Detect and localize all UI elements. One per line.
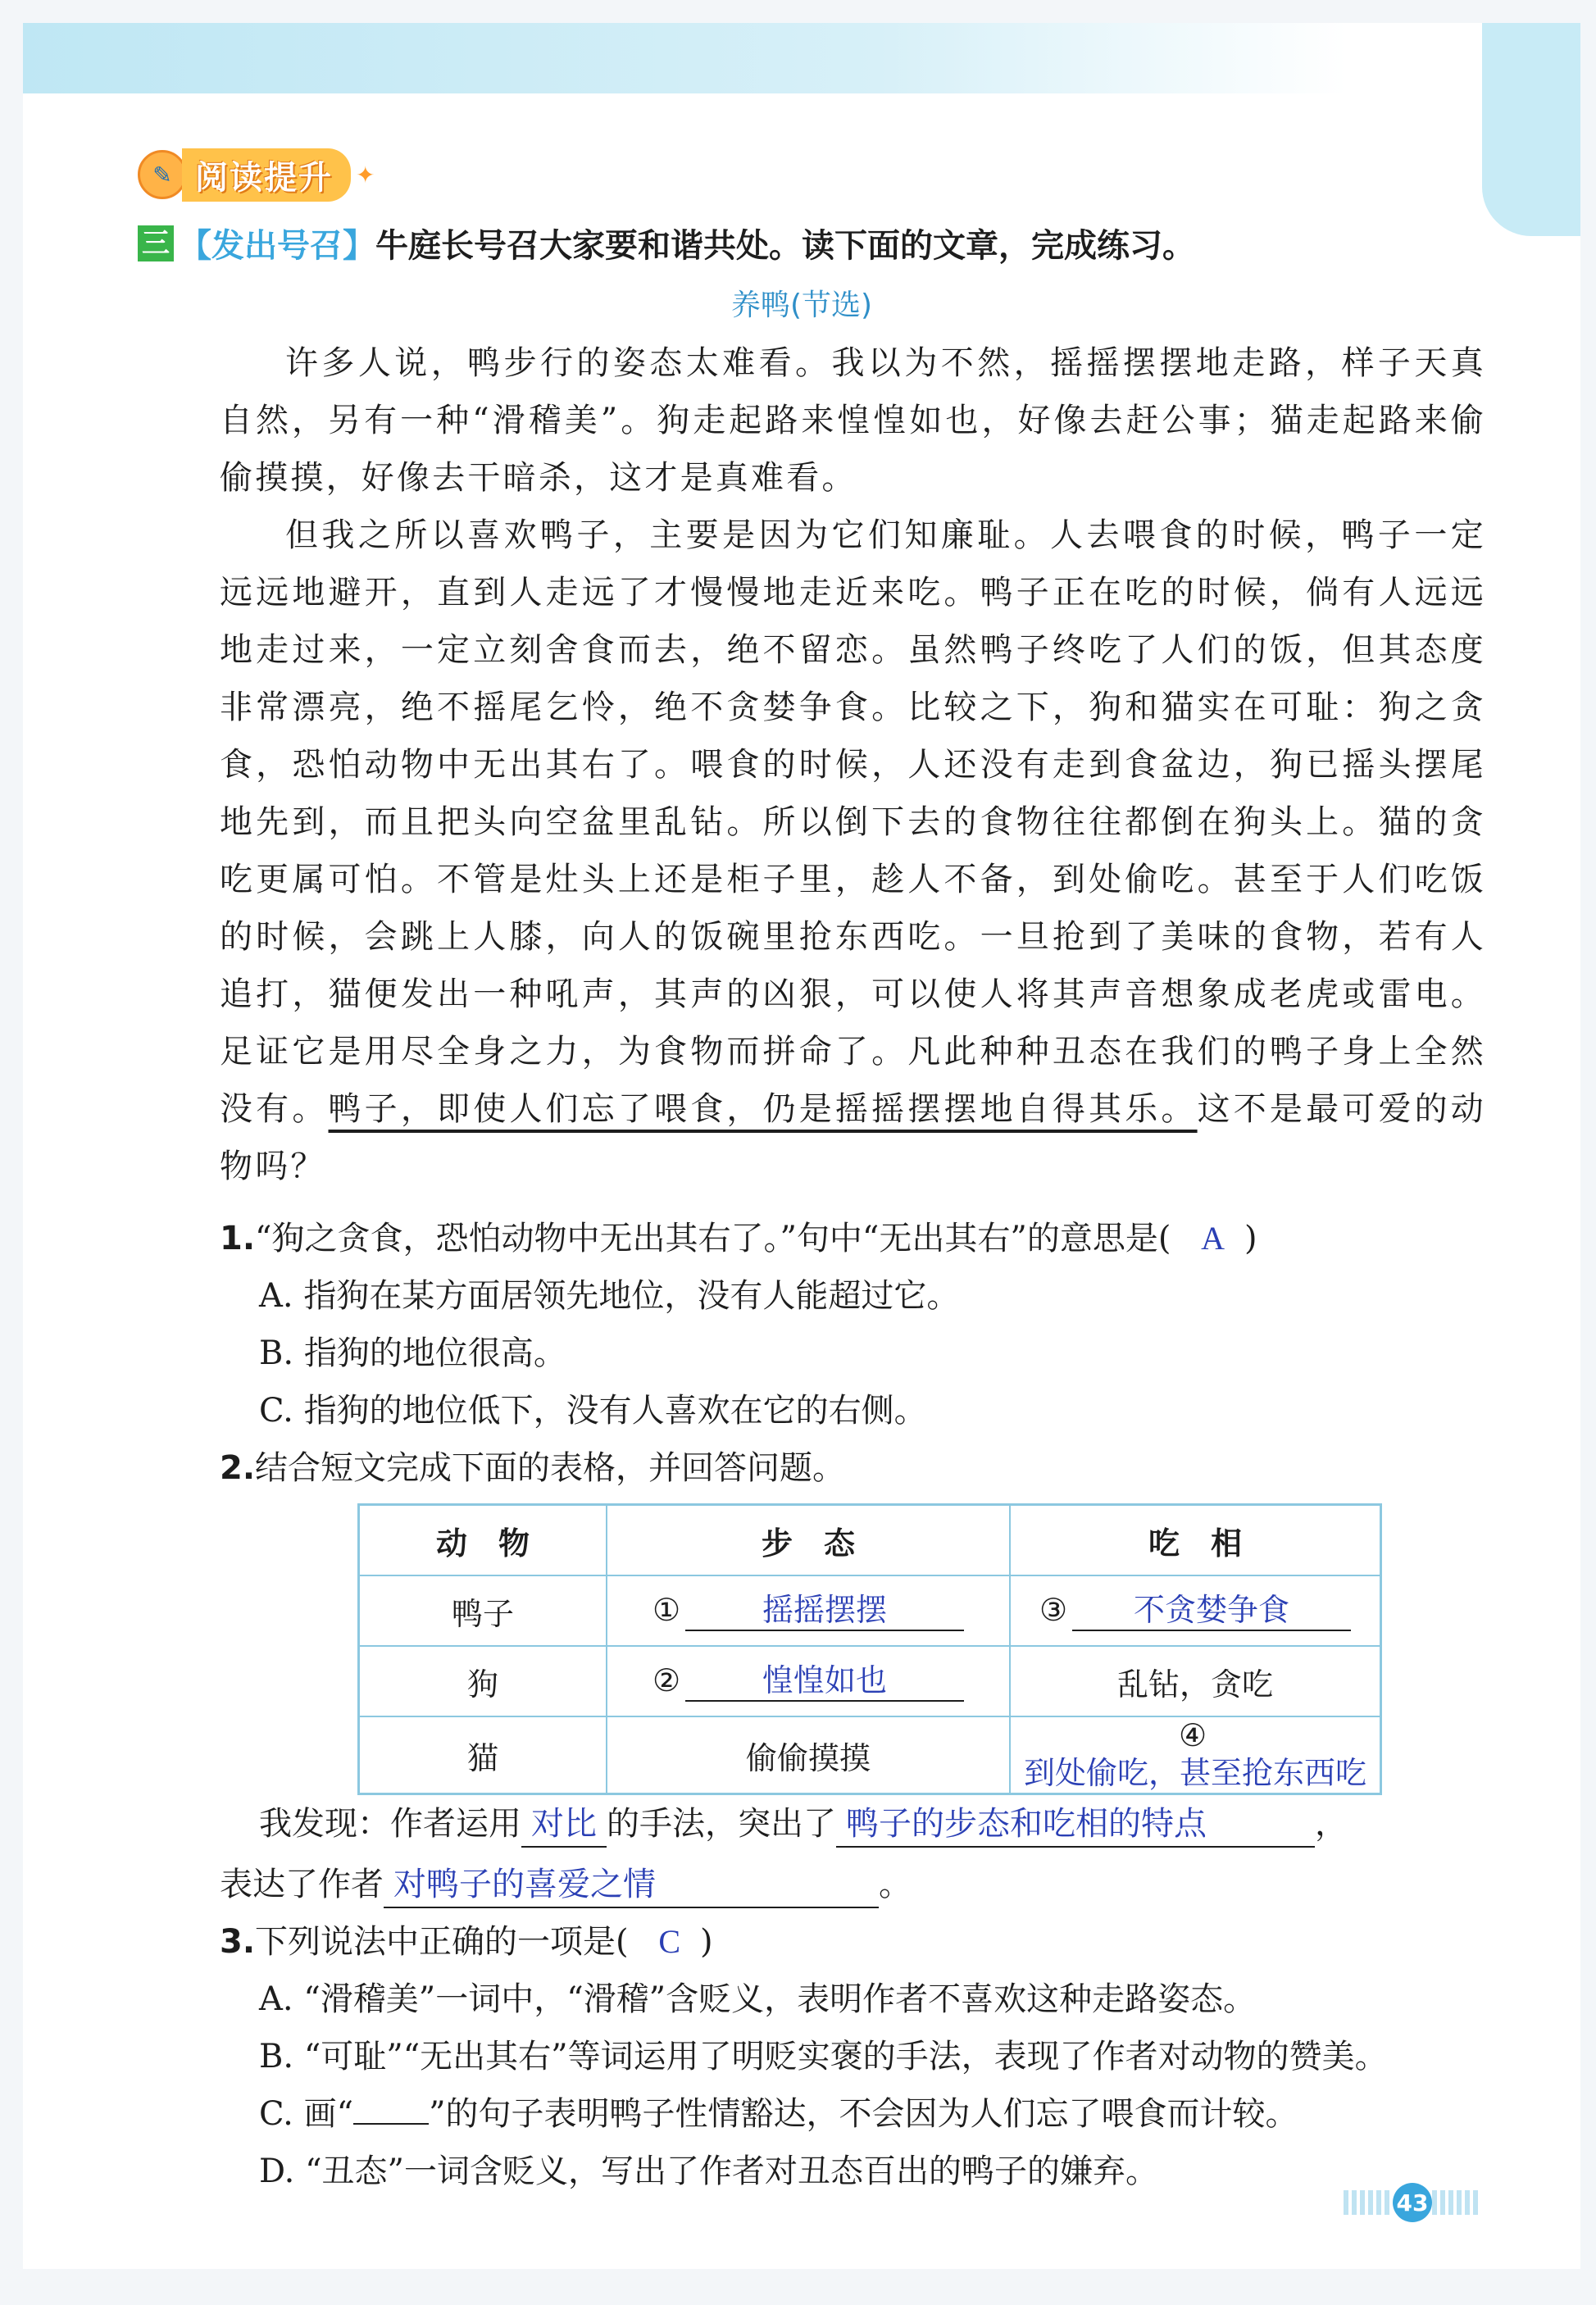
q3-stem-line: [220, 1913, 1531, 1971]
passage-paragraph-text: 但我之所以喜欢鸭子，主要是因为它们知廉耻。人去喂食的时候，鸭子一定远远地避开，直到人走远了才慢慢地走近来吃。鸭子正在吃的时候，倘有人远远地走过来，一定立刻舍食而去，绝不留恋。虽然鸭子终吃了人们的饭，但其态度非常漂亮，绝不摇尾乞怜，绝不贪婪争食。比较之下，狗和猫实在可耻：狗之贪食，恐怕动物中无出其右了。喂食的时候，人还没有走到食盆边，狗已摇头摆尾地先到，而且把头向空盆里乱钻。所以倒下去的食物往往都倒在狗头上。猫的贪吃更属可怕。不管是灶头上还是柜子里，趁人不备，到处偷吃。甚至于人们吃饭的时候，会跳上人膝，向人的饭碗里抢东西吃。一旦抢到了美味的食物，若有人追打，猫便发出一种吼声，其声的凶狠，可以使人将其声音想象成老虎或雷电。足证它是用尽全身之力，为食物而拼命了。凡此种种丑态在我们的鸭子身上全然没有。: [220, 516, 1486, 1128]
blank-marker: ④: [1178, 1717, 1207, 1753]
table-row: [359, 1716, 1381, 1794]
sparkle-icon: ✦: [356, 161, 375, 189]
gait-cell: [607, 1646, 1010, 1716]
discovery-comma: ，: [1315, 1805, 1348, 1843]
workbook-page: [23, 23, 1580, 2269]
blank-marker: ②: [652, 1662, 681, 1698]
q1-close: ): [1244, 1220, 1257, 1257]
article-passage: [220, 334, 1486, 1195]
page-number: 43: [1393, 2183, 1432, 2222]
underline-symbol: [353, 2090, 429, 2125]
highlight-answer[interactable]: 鸭子的步态和吃相的特点: [836, 1802, 1315, 1848]
table-header-cell: 吃 相: [1010, 1505, 1381, 1576]
animal-cell: 鸭子: [359, 1575, 607, 1646]
gait-answer[interactable]: 惶惶如也: [685, 1661, 964, 1702]
technique-answer[interactable]: 对比: [521, 1802, 607, 1848]
animal-cell: 狗: [359, 1646, 607, 1716]
q3-answer[interactable]: C: [658, 1923, 681, 1960]
q3-close: ): [700, 1923, 713, 1961]
passage-paragraph: 许多人说，鸭步行的姿态太难看。我以为不然，摇摇摆摆地走路，样子天真自然，另有一种“滑稽美”。狗走起路来惶惶如也，好像去赶公事；猫走起路来偷偷摸摸，好像去干暗杀，这才是真难看。: [220, 344, 1486, 497]
blank-marker: ①: [652, 1592, 681, 1628]
top-right-decorative-tab: [1482, 23, 1580, 236]
page-number-badge: [1335, 2184, 1490, 2221]
q2-number: 2.: [220, 1449, 256, 1487]
q1-stem-line: [220, 1210, 1531, 1267]
eating-cell: [1010, 1716, 1381, 1794]
q1-answer[interactable]: A: [1201, 1220, 1225, 1257]
passage-closing: 这不是最可爱的动物吗？: [220, 1090, 1486, 1185]
q3-option-d[interactable]: D. “丑态”一词含贬义，写出了作者对丑态百出的鸭子的嫌弃。: [259, 2153, 1158, 2190]
article-title-text: 养鸭: [730, 289, 790, 322]
passage-paragraph: [220, 507, 1486, 1195]
eating-answer[interactable]: 到处偷吃，甚至抢东西吃: [1023, 1755, 1366, 1791]
emotion-answer[interactable]: 对鸭子的喜爱之情: [384, 1862, 879, 1908]
table-row: [359, 1646, 1381, 1716]
q2-discovery: [220, 1794, 1538, 1915]
eating-answer[interactable]: 不贪婪争食: [1072, 1590, 1351, 1631]
book-icon: ✎: [138, 150, 187, 199]
discovery-line-1: [259, 1794, 1538, 1854]
gait-cell: [607, 1575, 1010, 1646]
gait-cell: 偷偷摸摸: [607, 1716, 1010, 1794]
discovery-prefix-2: 表达了作者: [220, 1866, 384, 1903]
blank-marker: ③: [1039, 1592, 1068, 1628]
article-subtitle: (节选): [789, 289, 873, 322]
q3-option-c-end: ”的句子表明鸭子性情豁达，不会因为人们忘了喂食而计较。: [429, 2095, 1298, 2133]
q3-number: 3.: [220, 1923, 256, 1961]
discovery-prefix: 我发现：作者运用: [259, 1805, 521, 1843]
discovery-end: 。: [879, 1866, 912, 1903]
q1-option-c[interactable]: C. 指狗的地位低下，没有人喜欢在它的右侧。: [259, 1392, 927, 1430]
question-2: [220, 1439, 1531, 1497]
top-decorative-band: [23, 23, 1580, 93]
eating-cell: [1010, 1575, 1381, 1646]
animal-cell: 猫: [359, 1716, 607, 1794]
section-title: 阅读提升: [182, 148, 351, 202]
decorative-dots: [1344, 2190, 1393, 2215]
table-header-cell: 步 态: [607, 1505, 1010, 1576]
q3-option-a[interactable]: A. “滑稽美”一词中，“滑稽”含贬义，表明作者不喜欢这种走路姿态。: [259, 1980, 1257, 2018]
table-row: [359, 1575, 1381, 1646]
question-number: 三: [138, 225, 174, 261]
table-header-cell: 动 物: [359, 1505, 607, 1576]
decorative-dots: [1432, 2190, 1481, 2215]
table-header-row: [359, 1505, 1381, 1576]
q3-option-c[interactable]: [220, 2085, 1531, 2143]
q3-option-b[interactable]: B. “可耻”“无出其右”等词运用了明贬实褒的手法，表现了作者对动物的赞美。: [259, 2038, 1388, 2075]
eating-cell: 乱钻，贪吃: [1010, 1646, 1381, 1716]
q3-stem: 下列说法中正确的一项是(: [255, 1923, 629, 1961]
question-instruction: 牛庭长号召大家要和谐共处。读下面的文章，完成练习。: [375, 227, 1195, 265]
gait-answer[interactable]: 摇摇摆摆: [685, 1590, 964, 1631]
animal-comparison-table: [357, 1503, 1382, 1795]
q1-option-b[interactable]: B. 指狗的地位很高。: [259, 1334, 566, 1372]
article-title: [23, 282, 1580, 324]
q1-number: 1.: [220, 1220, 256, 1257]
q2-stem: 结合短文完成下面的表格，并回答问题。: [255, 1449, 846, 1487]
q1-stem: “狗之贪食，恐怕动物中无出其右了。”句中“无出其右”的意思是(: [255, 1220, 1171, 1257]
question-tag: 【发出号召】: [179, 227, 375, 265]
section-badge: [138, 151, 375, 198]
question-3: [220, 1913, 1531, 2200]
question-1: [220, 1210, 1531, 1439]
underlined-sentence: 鸭子，即使人们忘了喂食，仍是摇摇摆摆地自得其乐。: [328, 1090, 1198, 1128]
q3-option-c-start: C. 画“: [259, 2095, 354, 2133]
discovery-mid: 的手法，突出了: [607, 1805, 836, 1843]
question-header: [138, 220, 1531, 266]
discovery-line-2: [220, 1854, 1538, 1915]
q1-option-a[interactable]: A. 指狗在某方面居领先地位，没有人能超过它。: [259, 1277, 960, 1315]
